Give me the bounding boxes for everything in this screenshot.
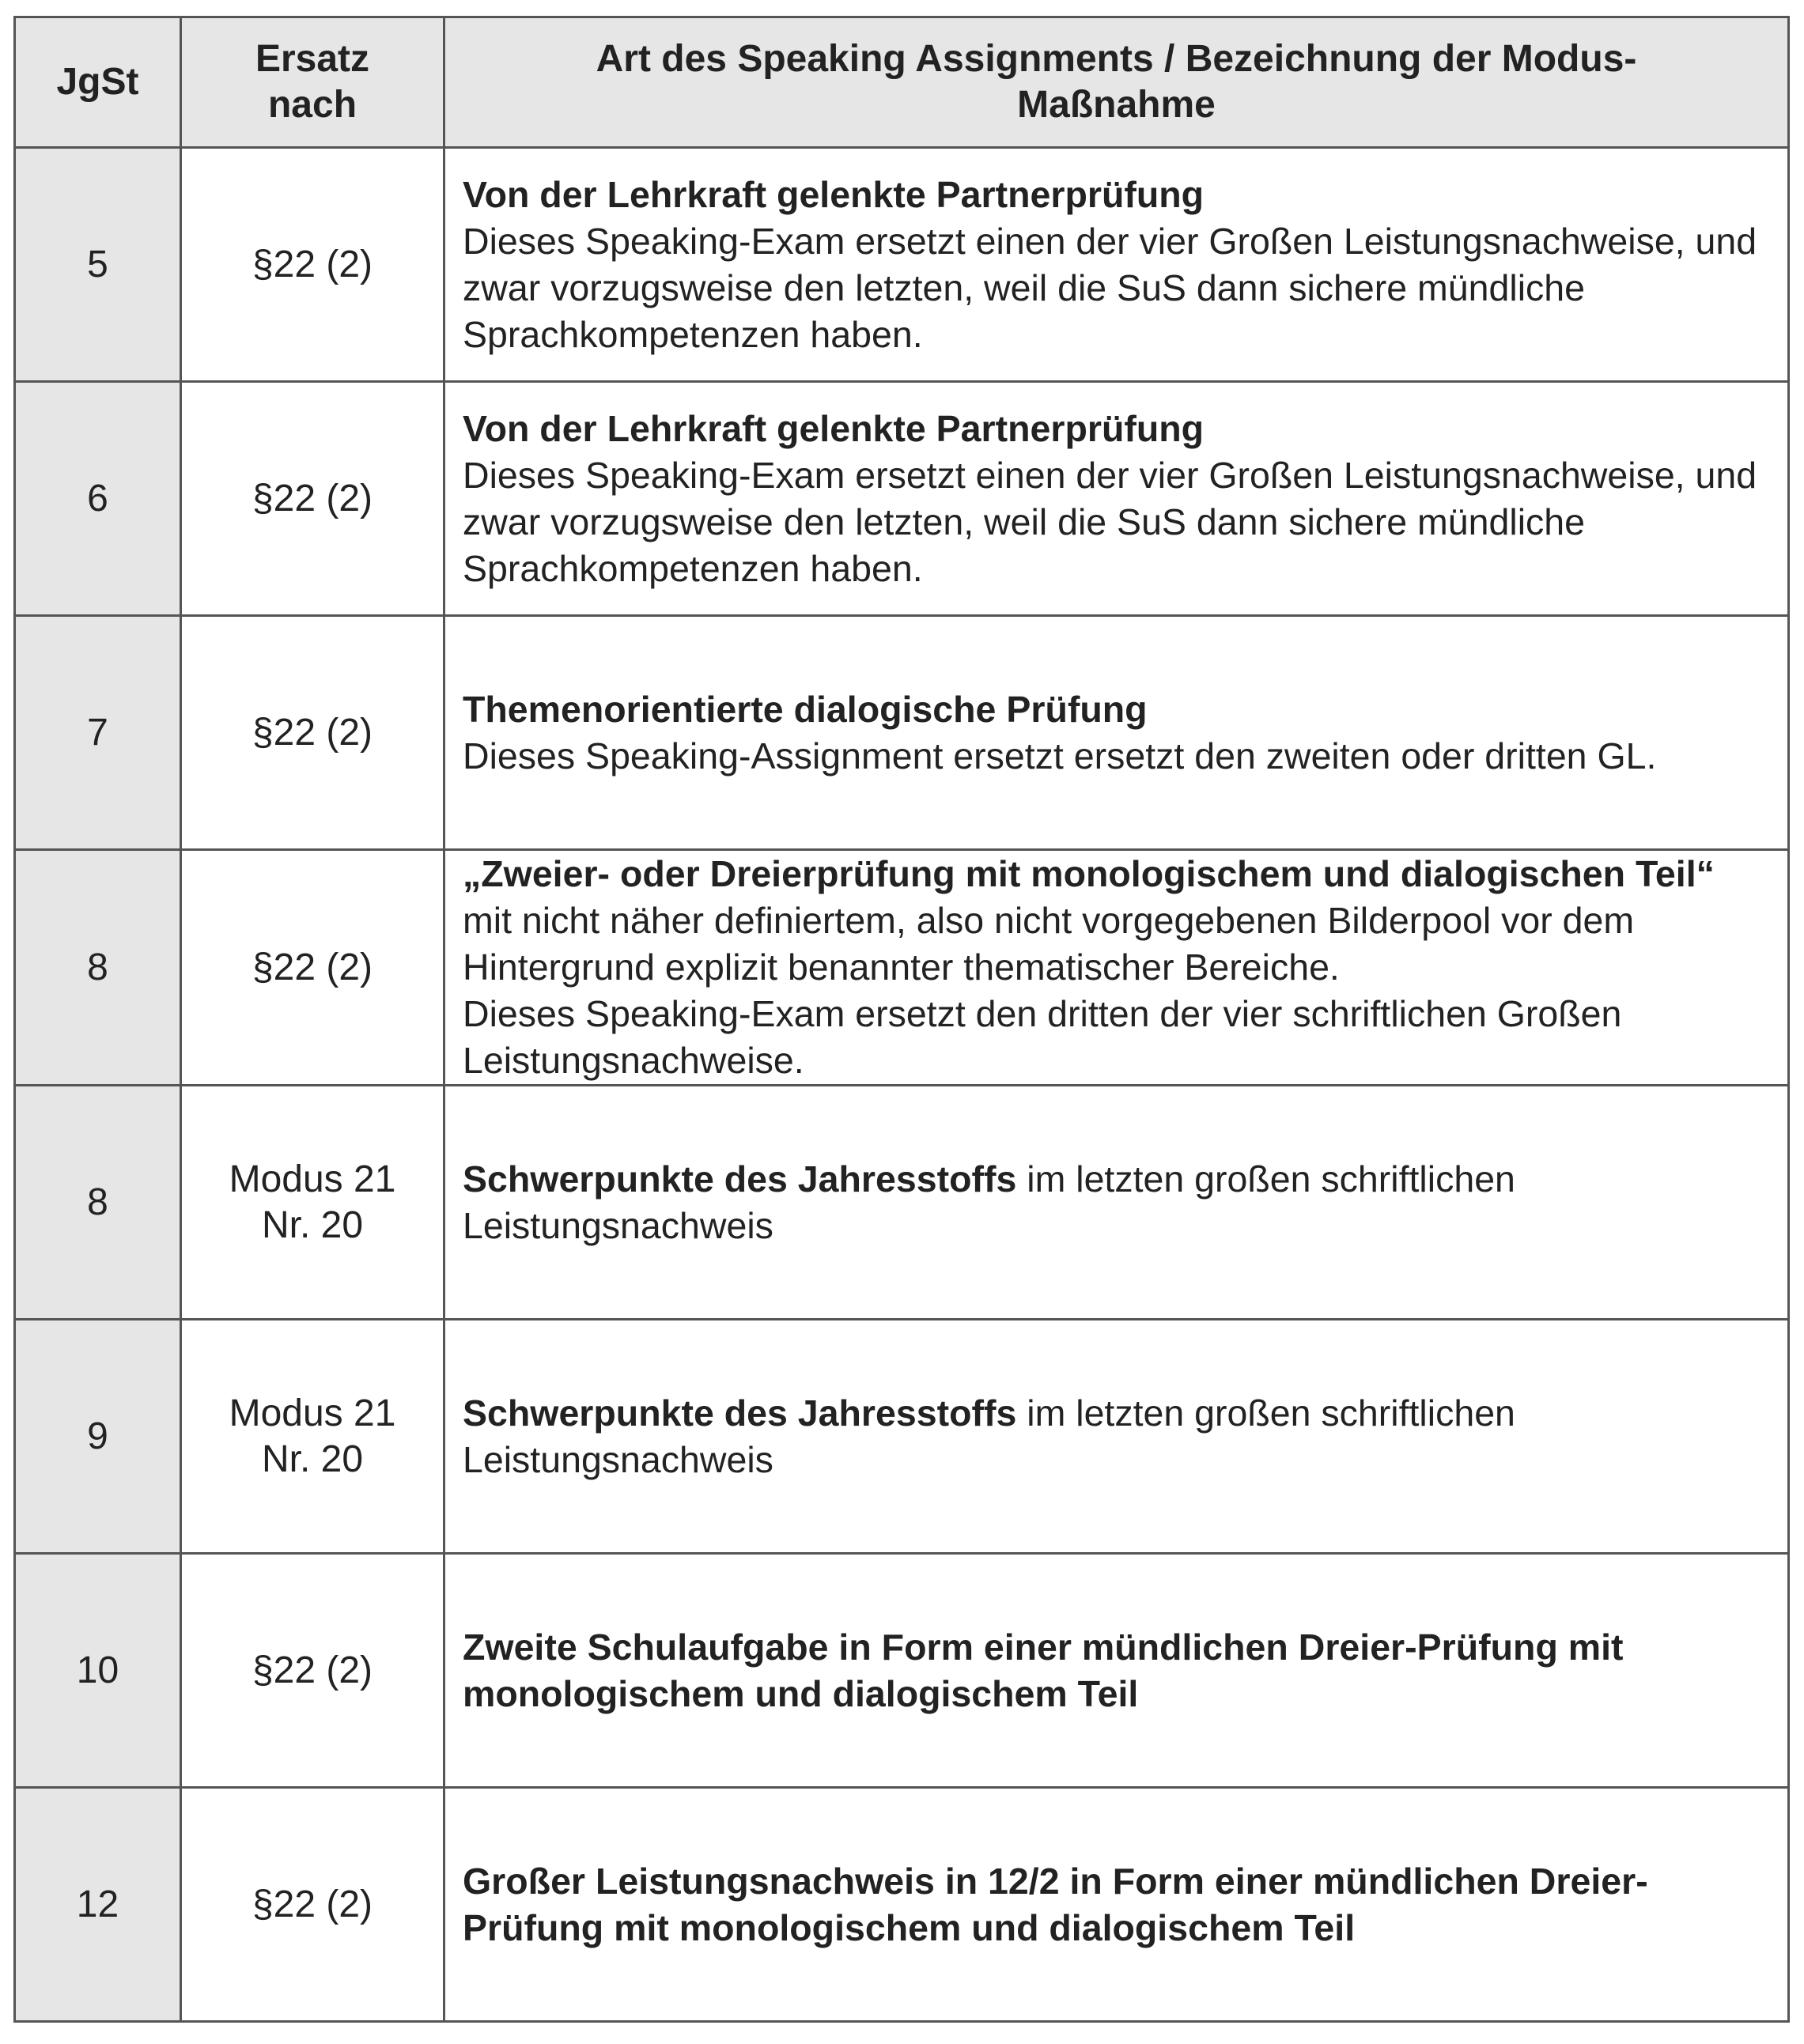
ersatz-line2: Nr. 20 [261, 1203, 364, 1246]
cell-art [444, 616, 1789, 850]
assignment-description: Dieses Speaking-Exam ersetzt einen der vier Großen Leistungsnachweise, und zwar vorzugsweise den letzten, weil die SuS dann sichere mündliche Sprachkompetenzen haben. [463, 220, 1757, 355]
ersatz-line2: Nr. 20 [261, 1438, 364, 1480]
cell-jgst: 5 [15, 148, 181, 382]
header-art [444, 17, 1789, 148]
cell-art [444, 1554, 1789, 1788]
cell-ersatz: §22 (2) [181, 148, 444, 382]
cell-ersatz: §22 (2) [181, 1554, 444, 1788]
assignment-title: „Zweier- oder Dreierprüfung mit monologischem und dialogischen Teil“ [463, 853, 1715, 894]
cell-jgst: 6 [15, 382, 181, 616]
cell-art [444, 1788, 1789, 2022]
header-ersatz-line2: nach [267, 84, 357, 126]
cell-ersatz: §22 (2) [181, 616, 444, 850]
cell-art [444, 1086, 1789, 1320]
header-ersatz-nach [181, 17, 444, 148]
cell-ersatz: §22 (2) [181, 382, 444, 616]
assignment-description: Dieses Speaking-Exam ersetzt den dritten der vier schriftlichen Großen Leistungsnachweise. [463, 993, 1622, 1081]
assignment-inline-text: mit nicht näher definiertem, also nicht vorgegebenen Bilderpool vor dem Hintergrund explizit benannter thematischer Bereiche. [463, 900, 1635, 988]
cell-art [444, 148, 1789, 382]
cell-jgst: 12 [15, 1788, 181, 2022]
table-header-row [15, 17, 1789, 148]
assignment-title: Schwerpunkte des Jahresstoffs [463, 1158, 1017, 1200]
cell-jgst: 8 [15, 850, 181, 1086]
assignment-paragraph [463, 1156, 1772, 1249]
cell-ersatz: §22 (2) [181, 1788, 444, 2022]
assignment-title: Von der Lehrkraft gelenkte Partnerprüfung [463, 407, 1205, 449]
table-row [15, 148, 1789, 382]
table-row [15, 1320, 1789, 1554]
assignment-description: Dieses Speaking-Exam ersetzt einen der vier Großen Leistungsnachweise, und zwar vorzugsweise den letzten, weil die SuS dann sichere mündliche Sprachkompetenzen haben. [463, 454, 1757, 589]
header-art-line1: Art des Speaking Assignments / Bezeichnung der Modus- [596, 38, 1637, 80]
table-row [15, 1554, 1789, 1788]
assignment-inline-text: im letzten großen schriftlichen Leistungsnachweis [463, 1158, 1515, 1246]
ersatz-line1: Modus 21 [229, 1158, 396, 1200]
ersatz-line1: Modus 21 [229, 1392, 396, 1434]
assignment-title: Themenorientierte dialogische Prüfung [463, 688, 1148, 730]
header-jgst: JgSt [15, 17, 181, 148]
assignment-title: Schwerpunkte des Jahresstoffs [463, 1392, 1017, 1434]
document-page [13, 16, 1787, 2023]
assignment-title: Von der Lehrkraft gelenkte Partnerprüfung [463, 173, 1205, 215]
cell-art [444, 1320, 1789, 1554]
cell-jgst: 8 [15, 1086, 181, 1320]
assignment-title: Großer Leistungsnachweis in 12/2 in Form einer mündlichen Dreier-Prüfung mit monologischem und dialogischem Teil [463, 1860, 1648, 1948]
header-art-line2: Maßnahme [1017, 84, 1216, 126]
assignment-inline-text: im letzten großen schriftlichen Leistungsnachweis [463, 1392, 1515, 1480]
cell-art [444, 850, 1789, 1086]
cell-jgst: 9 [15, 1320, 181, 1554]
cell-jgst: 7 [15, 616, 181, 850]
cell-jgst: 10 [15, 1554, 181, 1788]
table-row [15, 850, 1789, 1086]
speaking-assignments-table [13, 16, 1790, 2023]
header-ersatz-line1: Ersatz [255, 38, 370, 80]
cell-ersatz [181, 1320, 444, 1554]
assignment-description: Dieses Speaking-Assignment ersetzt ersetzt den zweiten oder dritten GL. [463, 735, 1657, 776]
table-row [15, 616, 1789, 850]
cell-art [444, 382, 1789, 616]
table-row [15, 1788, 1789, 2022]
assignment-paragraph [463, 1390, 1772, 1483]
table-row [15, 1086, 1789, 1320]
assignment-paragraph [463, 851, 1772, 991]
table-row [15, 382, 1789, 616]
cell-ersatz: §22 (2) [181, 850, 444, 1086]
assignment-title: Zweite Schulaufgabe in Form einer mündlichen Dreier-Prüfung mit monologischem und dialogischem Teil [463, 1626, 1624, 1714]
cell-ersatz [181, 1086, 444, 1320]
